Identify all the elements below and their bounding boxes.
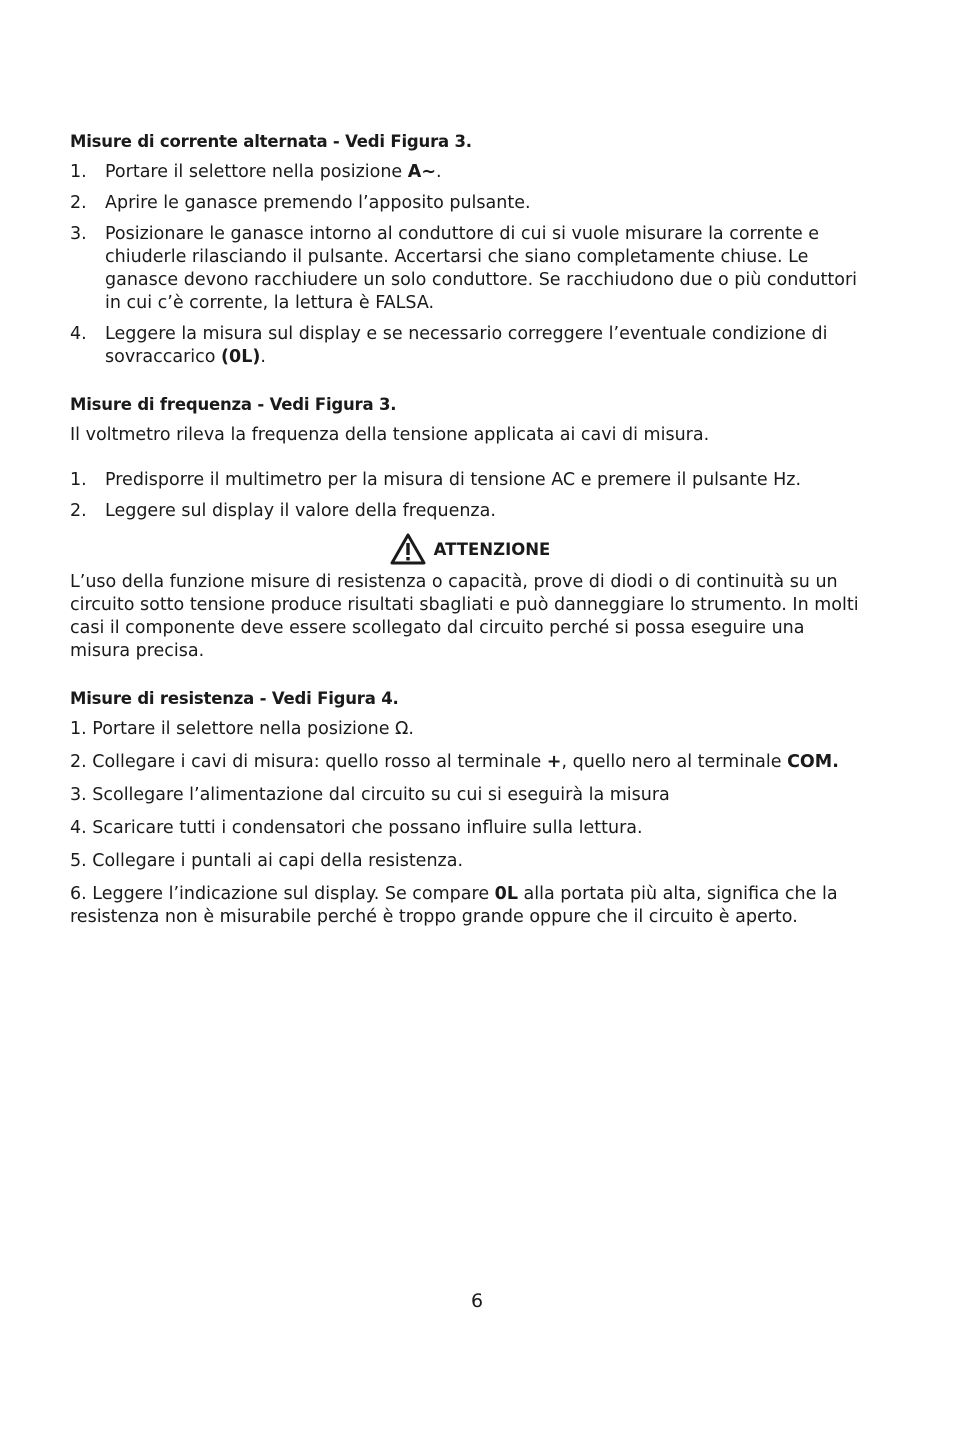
- list-item: [70, 223, 870, 315]
- list-text: .: [260, 347, 266, 367]
- list-text: 2. Collegare i cavi di misura: quello rosso al terminale: [70, 752, 547, 772]
- selector-symbol-ac-amps: A∼: [407, 162, 436, 182]
- list-item: [70, 323, 870, 369]
- warning-header: [70, 533, 870, 565]
- warning-label: ATTENZIONE: [433, 539, 551, 559]
- list-text: Aprire le ganasce premendo l’apposito pulsante.: [105, 193, 531, 213]
- warning-text: L’uso della funzione misure di resistenza o capacità, prove di diodi o di continuità su un circuito sotto tensione produce risultati sbagliati e può danneggiare lo strumento. In molti casi il componente deve essere scollegato dal circuito perché si possa eseguire una misura precisa.: [70, 572, 859, 661]
- list-item: [70, 883, 870, 929]
- resistance-steps: [70, 718, 870, 929]
- list-text: .: [435, 162, 442, 182]
- page-content: [70, 130, 870, 953]
- list-text: 6. Leggere l’indicazione sul display. Se compare: [70, 884, 495, 904]
- list-number: 2.: [70, 193, 87, 213]
- list-item: [70, 469, 870, 492]
- list-number: 1.: [70, 470, 87, 490]
- section-heading-frequency: Misure di frequenza - Vedi Figura 3.: [70, 395, 397, 414]
- frequency-steps: [70, 469, 870, 523]
- list-item: [70, 161, 870, 184]
- list-text: Leggere la misura sul display e se necessario correggere l’eventuale condizione di sovraccarico: [105, 324, 828, 367]
- section-ac-current: [70, 130, 870, 369]
- terminal-com: COM.: [787, 752, 839, 772]
- warning-block: [70, 533, 870, 663]
- list-item: [70, 192, 870, 215]
- terminal-plus: +: [546, 752, 562, 772]
- list-item: [70, 784, 870, 807]
- list-number: 3.: [70, 224, 87, 244]
- list-text: Leggere sul display il valore della frequenza.: [105, 501, 496, 521]
- list-text: Portare il selettore nella posizione: [105, 162, 408, 182]
- overload-indicator: (0L): [221, 347, 261, 367]
- list-item: [70, 751, 870, 774]
- list-item: [70, 718, 870, 741]
- list-item: [70, 817, 870, 840]
- section-heading-ac-current: Misure di corrente alternata - Vedi Figura 3.: [70, 132, 472, 151]
- list-text: 1. Portare il selettore nella posizione Ω.: [70, 719, 414, 739]
- list-text: 5. Collegare i puntali ai capi della resistenza.: [70, 851, 464, 871]
- page-number: 6: [470, 1290, 484, 1312]
- list-item: [70, 500, 870, 523]
- list-text: alla portata più alta, significa che la resistenza non è misurabile perché è troppo grande oppure che il circuito è aperto.: [70, 884, 838, 927]
- list-item: [70, 850, 870, 873]
- list-number: 4.: [70, 324, 87, 344]
- list-text: , quello nero al terminale: [561, 752, 788, 772]
- section-resistance: [70, 687, 870, 929]
- list-text: 3. Scollegare l’alimentazione dal circuito su cui si eseguirà la misura: [70, 785, 670, 805]
- warning-triangle-icon: [390, 533, 426, 565]
- list-number: 2.: [70, 501, 87, 521]
- frequency-intro: Il voltmetro rileva la frequenza della tensione applicata ai cavi di misura.: [70, 425, 710, 445]
- overload-indicator: 0L: [494, 884, 518, 904]
- section-frequency: [70, 393, 870, 523]
- list-text: 4. Scaricare tutti i condensatori che possano influire sulla lettura.: [70, 818, 643, 838]
- list-number: 1.: [70, 162, 87, 182]
- ac-current-steps: [70, 161, 870, 369]
- list-text: Predisporre il multimetro per la misura di tensione AC e premere il pulsante Hz.: [105, 470, 802, 490]
- list-text: Posizionare le ganasce intorno al conduttore di cui si vuole misurare la corrente e chiuderle rilasciando il pulsante. Accertarsi che siano completamente chiuse. Le ganasce devono racchiudere un solo conduttore. Se racchiudono due o più conduttori in cui c’è corrente, la lettura è FALSA.: [105, 224, 858, 313]
- section-heading-resistance: Misure di resistenza - Vedi Figura 4.: [70, 689, 399, 708]
